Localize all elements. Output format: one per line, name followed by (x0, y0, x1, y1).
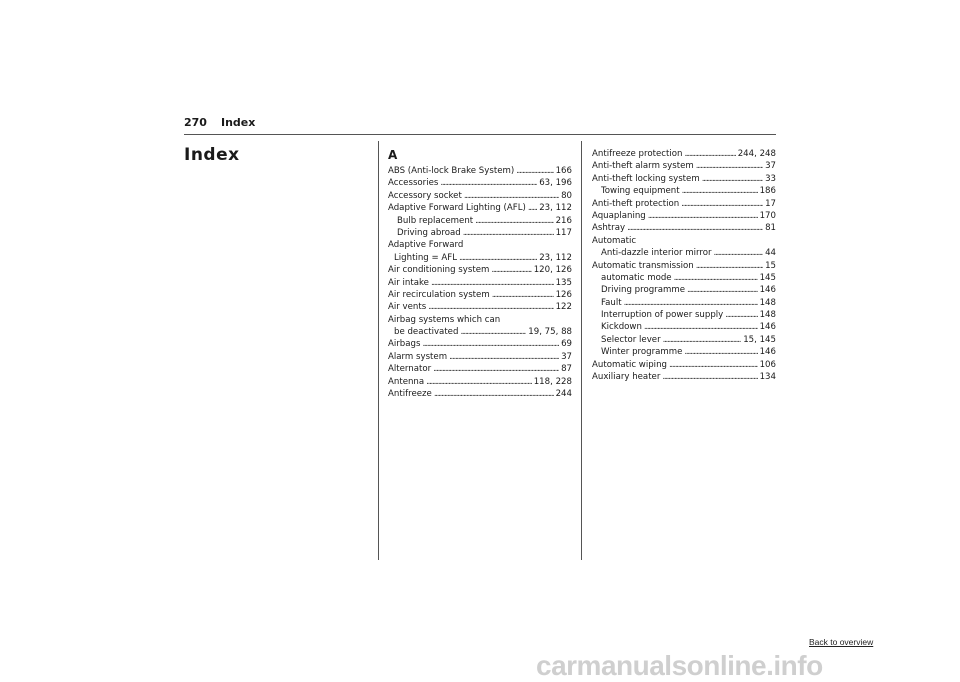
dot-leader (662, 371, 757, 383)
dot-leader (624, 297, 758, 309)
entry-page-reference: 166 (555, 166, 572, 176)
entry-page-reference: 148 (759, 297, 776, 308)
dot-leader (674, 272, 758, 284)
entry-label: Fault (601, 297, 622, 308)
column-divider-left (378, 141, 379, 560)
entry-label: Accessory socket (388, 190, 462, 201)
entry-label: Anti-dazzle interior mirror (601, 248, 712, 259)
dot-leader (433, 363, 559, 375)
entry-page-reference: 186 (759, 186, 776, 197)
index-entry (388, 252, 572, 264)
entry-page-reference: 63, 196 (539, 178, 572, 189)
entry-label: Interruption of power supply (601, 310, 724, 321)
dot-leader (663, 334, 742, 346)
entry-page-reference: 80 (561, 190, 572, 201)
index-entry (388, 301, 572, 313)
entry-label: Ashtray (592, 223, 626, 234)
entry-label: Bulb replacement (397, 215, 474, 226)
index-subentry (592, 297, 776, 309)
entry-label: Selector lever (601, 334, 661, 345)
entry-page-reference: 106 (759, 359, 776, 370)
dot-leader (681, 198, 763, 210)
entry-label: Airbags (388, 339, 421, 350)
dot-leader (714, 247, 764, 259)
index-entry (592, 210, 776, 222)
index-entry (592, 359, 776, 371)
entry-page-reference: 145 (759, 272, 776, 283)
dot-leader (725, 309, 757, 321)
entry-label: Alternator (388, 364, 432, 375)
entry-label: Lighting = AFL (394, 252, 458, 263)
entry-page-reference: 216 (555, 215, 572, 226)
entry-page-reference: 19, 75, 88 (528, 327, 572, 338)
index-entry (388, 277, 572, 289)
entry-page-reference: 37 (561, 351, 572, 362)
page-header (184, 116, 776, 134)
entry-page-reference: 15 (765, 260, 776, 271)
entry-label: Anti-theft protection (592, 198, 680, 209)
entry-label: ABS (Anti-lock Brake System) (388, 166, 515, 176)
index-entry-heading: Automatic (592, 235, 637, 246)
entry-page-reference: 81 (765, 223, 776, 234)
entry-page-reference: 37 (765, 161, 776, 172)
watermark: carmanualsonline.info (536, 650, 823, 681)
index-subentry (388, 215, 572, 227)
index-entry (592, 260, 776, 272)
section-title: Index (221, 116, 256, 129)
dot-leader (696, 160, 763, 172)
page-title: Index (184, 145, 240, 165)
dot-leader (528, 202, 537, 214)
entry-label: Winter programme (601, 347, 683, 358)
entry-label: Kickdown (601, 322, 642, 333)
index-entry-heading: Adaptive Forward (388, 240, 464, 251)
dot-leader (687, 284, 758, 296)
entry-label: Alarm system (388, 351, 448, 362)
dot-leader (422, 338, 559, 350)
back-to-overview-link[interactable]: Back to overview (809, 637, 874, 647)
index-entry (388, 165, 572, 177)
dot-leader (460, 326, 526, 338)
entry-page-reference: 135 (555, 277, 572, 288)
entry-page-reference: 23, 112 (539, 203, 572, 214)
entry-page-reference: 126 (555, 289, 572, 300)
entry-page-reference: 69 (561, 339, 572, 350)
dot-leader (426, 376, 532, 388)
index-entry (592, 371, 776, 383)
entry-label: Air conditioning system (388, 265, 490, 276)
index-subentry (592, 321, 776, 333)
index-entry (592, 148, 776, 160)
entry-page-reference: 134 (759, 372, 776, 383)
entry-label: Anti-theft locking system (592, 173, 700, 184)
dot-leader (463, 227, 554, 239)
column-divider-right (581, 141, 582, 560)
entry-label: Accessories (388, 178, 439, 189)
dot-leader (459, 252, 537, 264)
index-subentry (592, 185, 776, 197)
dot-leader (516, 165, 553, 177)
index-subentry (592, 309, 776, 321)
entry-label: Driving programme (601, 285, 685, 296)
entry-page-reference: 146 (759, 285, 776, 296)
index-entry (388, 351, 572, 363)
entry-label: Air intake (388, 277, 429, 288)
dot-leader (449, 351, 559, 363)
entry-label: Automatic wiping (592, 359, 667, 370)
dot-leader (644, 321, 758, 333)
entry-page-reference: 44 (765, 248, 776, 259)
entry-label: Antifreeze (388, 389, 432, 400)
index-entry (388, 289, 572, 301)
dot-leader (648, 210, 758, 222)
dot-leader (475, 215, 553, 227)
entry-label: Antenna (388, 376, 425, 387)
index-entry (388, 326, 572, 338)
header-divider (184, 134, 776, 135)
entry-page-reference: 244 (555, 389, 572, 400)
entry-label: Air recirculation system (388, 289, 490, 300)
entry-label: Automatic transmission (592, 260, 694, 271)
dot-leader (684, 148, 735, 160)
entry-page-reference: 146 (759, 322, 776, 333)
dot-leader (696, 260, 763, 272)
entry-page-reference: 170 (759, 210, 776, 221)
index-entry (388, 190, 572, 202)
index-entry (592, 198, 776, 210)
entry-label: Auxiliary heater (592, 372, 661, 383)
entry-page-reference: 15, 145 (743, 334, 776, 345)
page-number: 270 (184, 116, 207, 129)
entry-page-reference: 122 (555, 302, 572, 313)
entry-page-reference: 148 (759, 310, 776, 321)
dot-leader (682, 185, 758, 197)
entry-label: Aquaplaning (592, 210, 646, 221)
entry-page-reference: 118, 228 (533, 376, 572, 387)
index-entry (592, 160, 776, 172)
index-subentry (592, 272, 776, 284)
entry-page-reference: 33 (765, 173, 776, 184)
dot-leader (702, 173, 763, 185)
entry-label: Adaptive Forward Lighting (AFL) (388, 203, 526, 214)
entry-label: automatic mode (601, 272, 672, 283)
index-subentry (592, 346, 776, 358)
index-entry (592, 222, 776, 234)
index-entry (388, 388, 572, 400)
entry-label: Air vents (388, 302, 427, 313)
entry-label: Antifreeze protection (592, 149, 683, 159)
entry-label: be deactivated (394, 327, 459, 338)
dot-leader (431, 277, 554, 289)
dot-leader (428, 301, 553, 313)
index-entry (388, 264, 572, 276)
index-column-1 (388, 148, 572, 400)
index-entry (388, 177, 572, 189)
index-subentry (592, 247, 776, 259)
index-entry (388, 338, 572, 350)
index-entry (388, 376, 572, 388)
entry-page-reference: 117 (555, 227, 572, 238)
dot-leader (434, 388, 554, 400)
index-entry (388, 363, 572, 375)
index-entry-heading: Airbag systems which can (388, 314, 501, 325)
index-subentry (592, 284, 776, 296)
dot-leader (669, 359, 758, 371)
entry-page-reference: 244, 248 (737, 149, 776, 159)
index-subentry (592, 334, 776, 346)
index-entry (592, 173, 776, 185)
dot-leader (684, 346, 757, 358)
entry-page-reference: 23, 112 (539, 252, 572, 263)
entry-page-reference: 146 (759, 347, 776, 358)
index-column-2 (592, 148, 776, 383)
entry-page-reference: 120, 126 (533, 265, 572, 276)
section-letter: A (388, 148, 398, 162)
index-entry (388, 202, 572, 214)
entry-label: Towing equipment (601, 186, 680, 197)
entry-page-reference: 17 (765, 198, 776, 209)
dot-leader (492, 289, 554, 301)
index-subentry (388, 227, 572, 239)
dot-leader (627, 222, 763, 234)
entry-label: Driving abroad (397, 227, 461, 238)
dot-leader (464, 190, 559, 202)
entry-page-reference: 87 (561, 364, 572, 375)
dot-leader (440, 177, 537, 189)
entry-label: Anti-theft alarm system (592, 161, 694, 172)
dot-leader (491, 264, 531, 276)
